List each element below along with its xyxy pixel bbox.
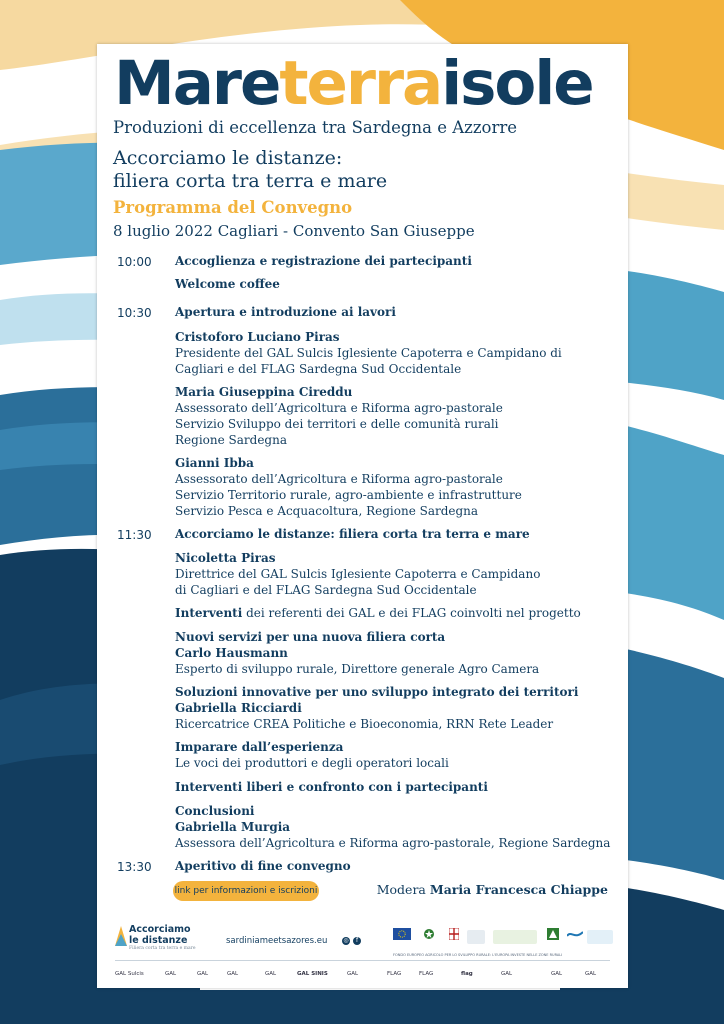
logo-mark-icon bbox=[115, 926, 127, 946]
partner-logo: GAL SINIS bbox=[297, 971, 328, 977]
moderator-prefix: Modera bbox=[376, 882, 426, 897]
partner-logo: GAL bbox=[227, 971, 239, 977]
partner-logo: GAL bbox=[551, 971, 563, 977]
speaker-name: Cristoforo Luciano Piras bbox=[175, 330, 340, 344]
moderator bbox=[377, 882, 608, 897]
schedule-line bbox=[175, 606, 581, 622]
partner-logo: FLAG bbox=[387, 971, 402, 977]
partner-logo: GAL bbox=[265, 971, 277, 977]
time-slot: 11:30 bbox=[117, 528, 152, 542]
logo-line-3: Filiera corta tra terra e mare bbox=[129, 946, 196, 951]
accorciamo-logo bbox=[115, 924, 196, 952]
speaker-role: Cagliari e del FLAG Sardegna Sud Occidentale bbox=[175, 362, 462, 376]
ministry-logo bbox=[467, 930, 485, 944]
speaker-role: Assessora dell’Agricoltura e Riforma agro-pastorale, Regione Sardegna bbox=[175, 836, 611, 850]
schedule-line: Nuovi servizi per una nuova filiera corta bbox=[175, 630, 446, 644]
speaker-role: di Cagliari e del FLAG Sardegna Sud Occidentale bbox=[175, 583, 477, 597]
partner-logo: GAL bbox=[165, 971, 177, 977]
partner-logo: FLAG bbox=[419, 971, 434, 977]
logo-line-1: Accorciamo bbox=[129, 924, 191, 935]
moderator-name: Maria Francesca Chiappe bbox=[429, 882, 608, 897]
schedule bbox=[97, 44, 628, 988]
partner-logo: GAL Sulcis bbox=[115, 971, 144, 977]
title-terra: terra bbox=[279, 48, 442, 119]
headline-line-2: filiera corta tra terra e mare bbox=[113, 170, 388, 192]
time-slot: 10:30 bbox=[117, 306, 152, 320]
partner-logo: flag bbox=[461, 971, 473, 977]
leader-logo-icon bbox=[547, 928, 559, 940]
partner-logo: GAL bbox=[501, 971, 513, 977]
speaker-role: Assessorato dell’Agricoltura e Riforma agro-pastorale bbox=[175, 472, 503, 486]
speaker-name: Gianni Ibba bbox=[175, 456, 254, 470]
schedule-line: Accoglienza e registrazione dei partecipanti bbox=[175, 254, 472, 268]
logo-line-2: le distanze bbox=[129, 935, 188, 946]
website-link[interactable]: sardiniameetsazores.eu bbox=[226, 936, 328, 946]
footer-divider bbox=[115, 960, 610, 961]
schedule-line: Soluzioni innovative per uno sviluppo integrato dei territori bbox=[175, 685, 579, 699]
eu-fund-note: FONDO EUROPEO AGRICOLO PER LO SVILUPPO RURALE: L'EUROPA INVESTE NELLE ZONE RURALI bbox=[393, 953, 563, 957]
speaker-role: Presidente del GAL Sulcis Iglesiente Capoterra e Campidano di bbox=[175, 346, 562, 360]
sardinia-emblem-icon bbox=[449, 928, 459, 940]
event-subtitle: Produzioni di eccellenza tra Sardegna e Azzorre bbox=[113, 118, 517, 137]
title-isole: isole bbox=[441, 48, 593, 119]
partner-logos bbox=[115, 967, 610, 983]
footer bbox=[97, 912, 628, 988]
institutional-logos bbox=[393, 928, 615, 952]
feamp-logo bbox=[587, 930, 613, 944]
speaker-role: Assessorato dell’Agricoltura e Riforma agro-pastorale bbox=[175, 401, 503, 415]
instagram-icon[interactable]: ◎ bbox=[343, 937, 349, 944]
speaker-role: Esperto di sviluppo rurale, Direttore generale Agro Camera bbox=[175, 662, 540, 676]
eu-flag-icon bbox=[393, 928, 411, 940]
partner-logo: GAL bbox=[197, 971, 209, 977]
schedule-line: Interventi liberi e confronto con i partecipanti bbox=[175, 780, 488, 794]
psr-sardegna-logo bbox=[493, 930, 537, 944]
speaker-role: Servizio Pesca e Acquacoltura, Regione Sardegna bbox=[175, 504, 479, 518]
speaker-name: Maria Giuseppina Cireddu bbox=[175, 385, 353, 399]
partner-logo: GAL bbox=[347, 971, 359, 977]
program-card bbox=[97, 44, 628, 988]
speaker-role: Ricercatrice CREA Politiche e Bioeconomia, RRN Rete Leader bbox=[175, 717, 554, 731]
schedule-line-rest: dei referenti dei GAL e dei FLAG coinvolti nel progetto bbox=[242, 606, 581, 620]
schedule-line: Aperitivo di fine convegno bbox=[175, 859, 351, 873]
date-place: 8 luglio 2022 Cagliari - Convento San Giuseppe bbox=[113, 222, 475, 240]
partner-logo: GAL bbox=[585, 971, 597, 977]
speaker-role: Servizio Territorio rurale, agro-ambiente e infrastrutture bbox=[175, 488, 522, 502]
facebook-icon[interactable]: f bbox=[353, 937, 361, 945]
schedule-line: Conclusioni bbox=[175, 804, 255, 818]
feamp-wave-icon bbox=[567, 928, 583, 940]
schedule-line: Accorciamo le distanze: filiera corta tra terra e mare bbox=[175, 527, 530, 541]
speaker-name: Nicoletta Piras bbox=[175, 551, 276, 565]
schedule-line: Le voci dei produttori e degli operatori locali bbox=[175, 756, 449, 770]
time-slot: 10:00 bbox=[117, 255, 152, 269]
italy-emblem-icon bbox=[423, 928, 435, 940]
schedule-line: Apertura e introduzione ai lavori bbox=[175, 305, 396, 319]
schedule-line-bold: Interventi bbox=[175, 606, 243, 620]
schedule-line: Imparare dall’esperienza bbox=[175, 740, 344, 754]
title-mare: Mare bbox=[114, 48, 280, 119]
program-label: Programma del Convegno bbox=[113, 198, 353, 217]
info-registration-link[interactable]: link per informazioni e iscrizioni bbox=[173, 881, 319, 901]
speaker-name: Carlo Hausmann bbox=[175, 646, 288, 660]
speaker-name: Gabriella Murgia bbox=[175, 820, 291, 834]
speaker-role: Servizio Sviluppo dei territori e delle comunità rurali bbox=[175, 417, 499, 431]
speaker-name: Gabriella Ricciardi bbox=[175, 701, 302, 715]
time-slot: 13:30 bbox=[117, 860, 152, 874]
headline-line-1: Accorciamo le distanze: bbox=[113, 147, 343, 169]
speaker-role: Regione Sardegna bbox=[175, 433, 287, 447]
speaker-role: Direttrice del GAL Sulcis Iglesiente Capoterra e Campidano bbox=[175, 567, 541, 581]
schedule-line: Welcome coffee bbox=[175, 277, 280, 291]
